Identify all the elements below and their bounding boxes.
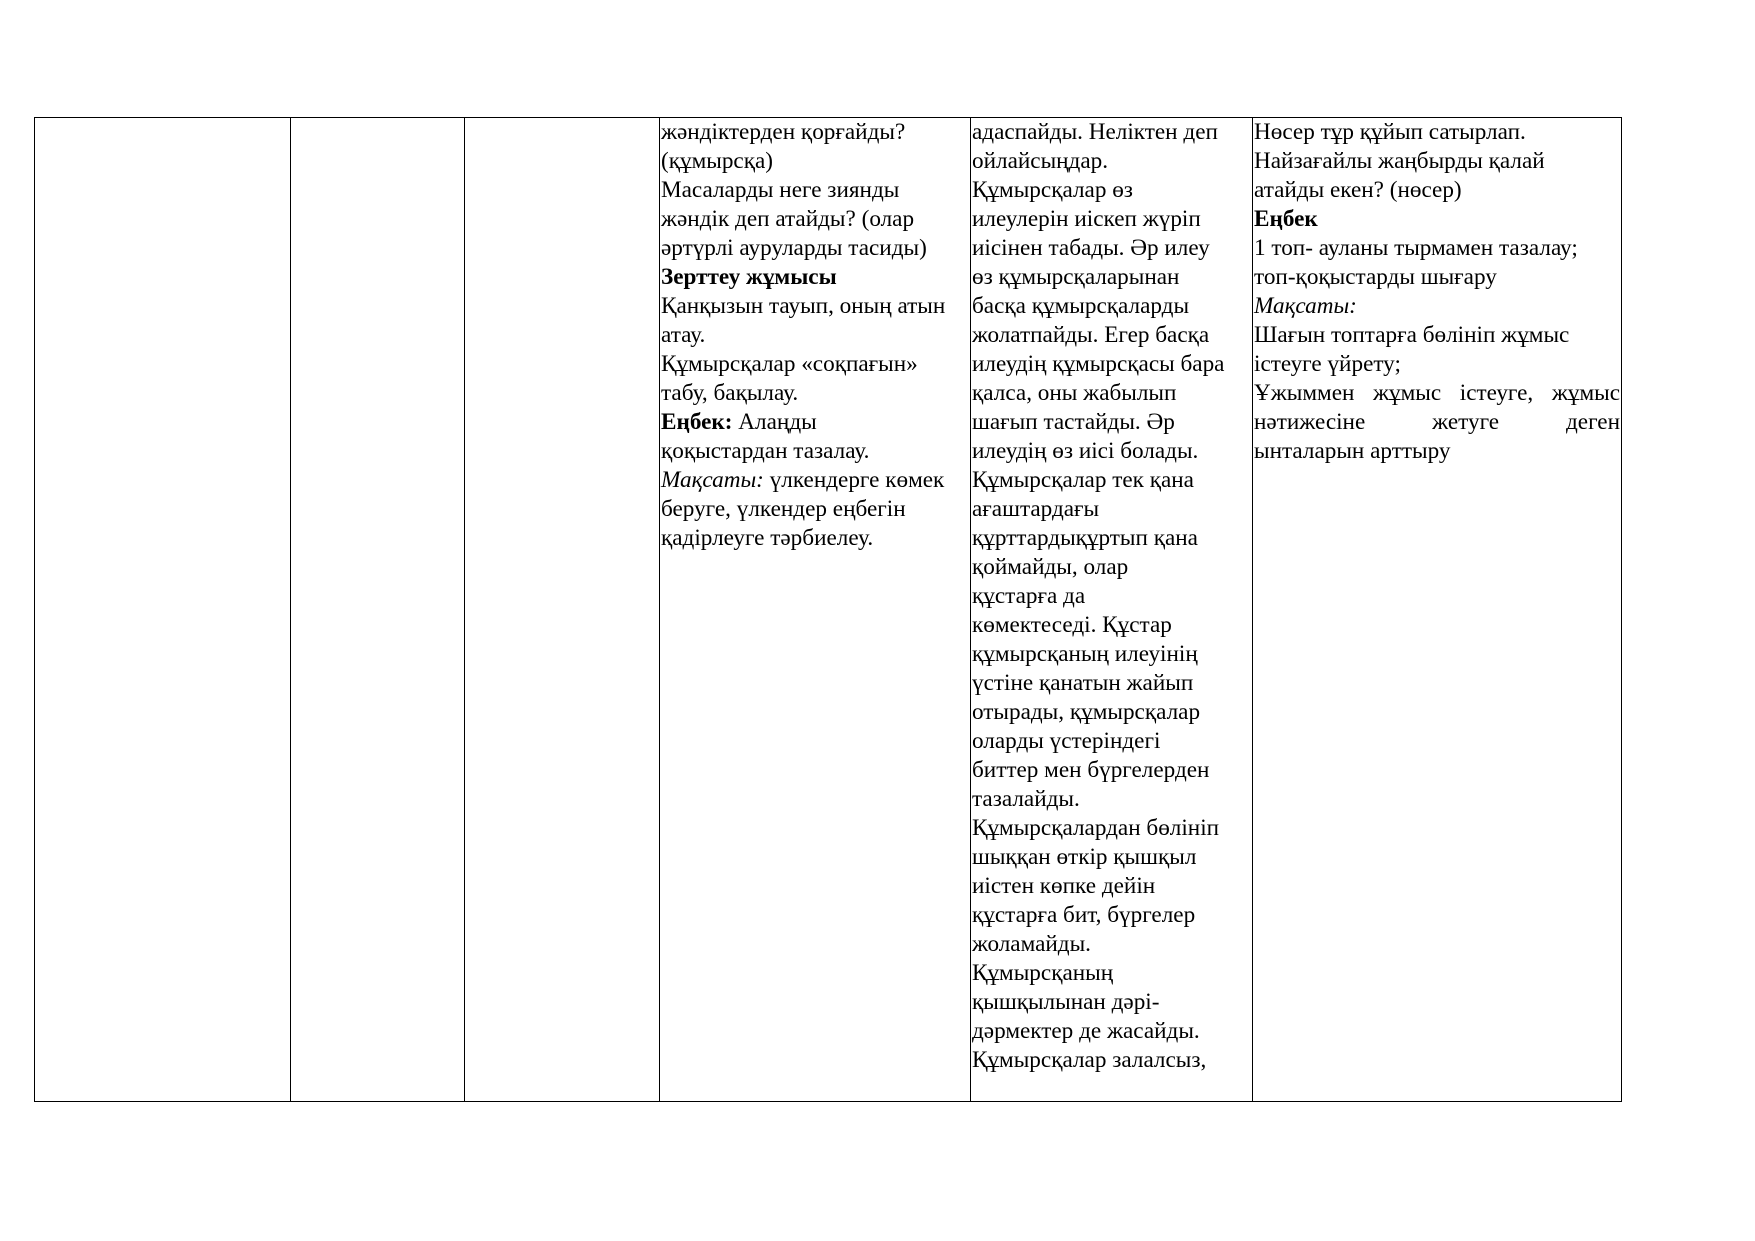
text-line: илеудің өз иісі болады. <box>972 438 1199 464</box>
text-line: жолатпайды. Егер басқа <box>972 322 1210 348</box>
text-line: әртүрлі ауруларды тасиды) <box>661 235 927 261</box>
research-heading: Зерттеу жұмысы <box>661 264 837 290</box>
ants-text-cell <box>971 118 1253 1102</box>
text-line: 1 топ- ауланы тырмамен тазалау; <box>1254 235 1578 261</box>
text-line: істеуге үйрету; <box>1254 351 1401 377</box>
text-line: биттер мен бүргелерден <box>972 757 1210 783</box>
empty-cell-2 <box>291 118 465 1102</box>
text-line: құстарға бит, бүргелер <box>972 902 1196 928</box>
text-line: Масаларды неге зиянды <box>661 177 900 203</box>
text-line: қадірлеуге тәрбиелеу. <box>661 525 874 551</box>
text-line: (құмырсқа) <box>661 148 773 174</box>
plan-table <box>34 117 1622 1102</box>
text-line: құстарға да <box>972 583 1086 609</box>
text-line: иісінен табады. Әр илеу <box>972 235 1210 261</box>
text-line: отырады, құмырсқалар <box>972 699 1201 725</box>
text-line: Ұжыммен жұмыс істеуге, жұмыс <box>1254 380 1620 406</box>
text-line: атайды екен? (нөсер) <box>1254 177 1462 203</box>
text-line: қоймайды, олар <box>972 554 1129 580</box>
text-line: өз құмырсқаларынан <box>972 264 1180 290</box>
empty-cell-3 <box>465 118 660 1102</box>
text-line: шағып тастайды. Әр <box>972 409 1175 435</box>
text-line: үстіне қанатын жайып <box>972 670 1194 696</box>
text-line: ойлайсыңдар. <box>972 148 1109 174</box>
goal-line <box>661 466 969 495</box>
text-line: Құмырсқалар «соқпағын» <box>661 351 918 377</box>
labor-text: Алаңды <box>732 409 817 435</box>
text-line: жәндіктерден қорғайды? <box>661 119 906 145</box>
text-line: басқа құмырсқаларды <box>972 293 1190 319</box>
text-line: Найзағайлы жаңбырды қалай <box>1254 148 1545 174</box>
text-line: қышқылынан дәрі- <box>972 989 1160 1015</box>
activities-cell <box>660 118 971 1102</box>
text-line: жоламайды. <box>972 931 1091 957</box>
text-line: нәтижесіне жетуге деген <box>1254 409 1620 435</box>
text-line: қалса, оны жабылып <box>972 380 1177 406</box>
text-line: Құмырсқалар залалсыз, <box>972 1047 1207 1073</box>
text-line: құмырсқаның илеуінің <box>972 641 1198 667</box>
text-line: атау. <box>661 322 706 348</box>
empty-cell-1 <box>35 118 291 1102</box>
text-line: илеулерін иіскеп жүріп <box>972 206 1201 232</box>
text-line: Құмырсқаның <box>972 960 1114 986</box>
text-line: Қанқызын тауып, оның атын <box>661 293 946 319</box>
text-line: ынталарын арттыру <box>1254 438 1451 464</box>
labor-heading: Еңбек <box>1254 206 1318 232</box>
text-line: қоқыстардан тазалау. <box>661 438 870 464</box>
text-line: илеудің құмырсқасы бара <box>972 351 1225 377</box>
text-line: жәндік деп атайды? (олар <box>661 206 915 232</box>
text-line: беруге, үлкендер еңбегін <box>661 496 906 522</box>
text-line: топ-қоқыстарды шығару <box>1254 264 1497 290</box>
text-line: шыққан өткір қышқыл <box>972 844 1197 870</box>
weather-labor-cell <box>1253 118 1622 1102</box>
text-line: дәрмектер де жасайды. <box>972 1018 1200 1044</box>
text-line: ағаштардағы <box>972 496 1100 522</box>
text-line: Шағын топтарға бөлініп жұмыс <box>1254 322 1570 348</box>
text-line: тазалайды. <box>972 786 1080 812</box>
text-line: иістен көпке дейін <box>972 873 1156 899</box>
text-line: көмектеседі. Құстар <box>972 612 1172 638</box>
text-line: табу, бақылау. <box>661 380 799 406</box>
goal-label: Мақсаты: <box>1254 293 1357 319</box>
goal-label: Мақсаты: <box>661 467 764 493</box>
table-row <box>35 118 1622 1102</box>
text-line: адаспайды. Неліктен деп <box>972 119 1218 145</box>
labor-line <box>661 408 969 437</box>
text-line: оларды үстеріндегі <box>972 728 1161 754</box>
text-line: Нөсер тұр құйып сатырлап. <box>1254 119 1526 145</box>
text-line: Құмырсқалар өз <box>972 177 1133 203</box>
goal-text: үлкендерге көмек <box>763 467 945 493</box>
text-line: құрттардықұртып қана <box>972 525 1198 551</box>
text-line: Құмырсқалардан бөлініп <box>972 815 1220 841</box>
text-line: Құмырсқалар тек қана <box>972 467 1194 493</box>
labor-label: Еңбек: <box>661 409 733 435</box>
